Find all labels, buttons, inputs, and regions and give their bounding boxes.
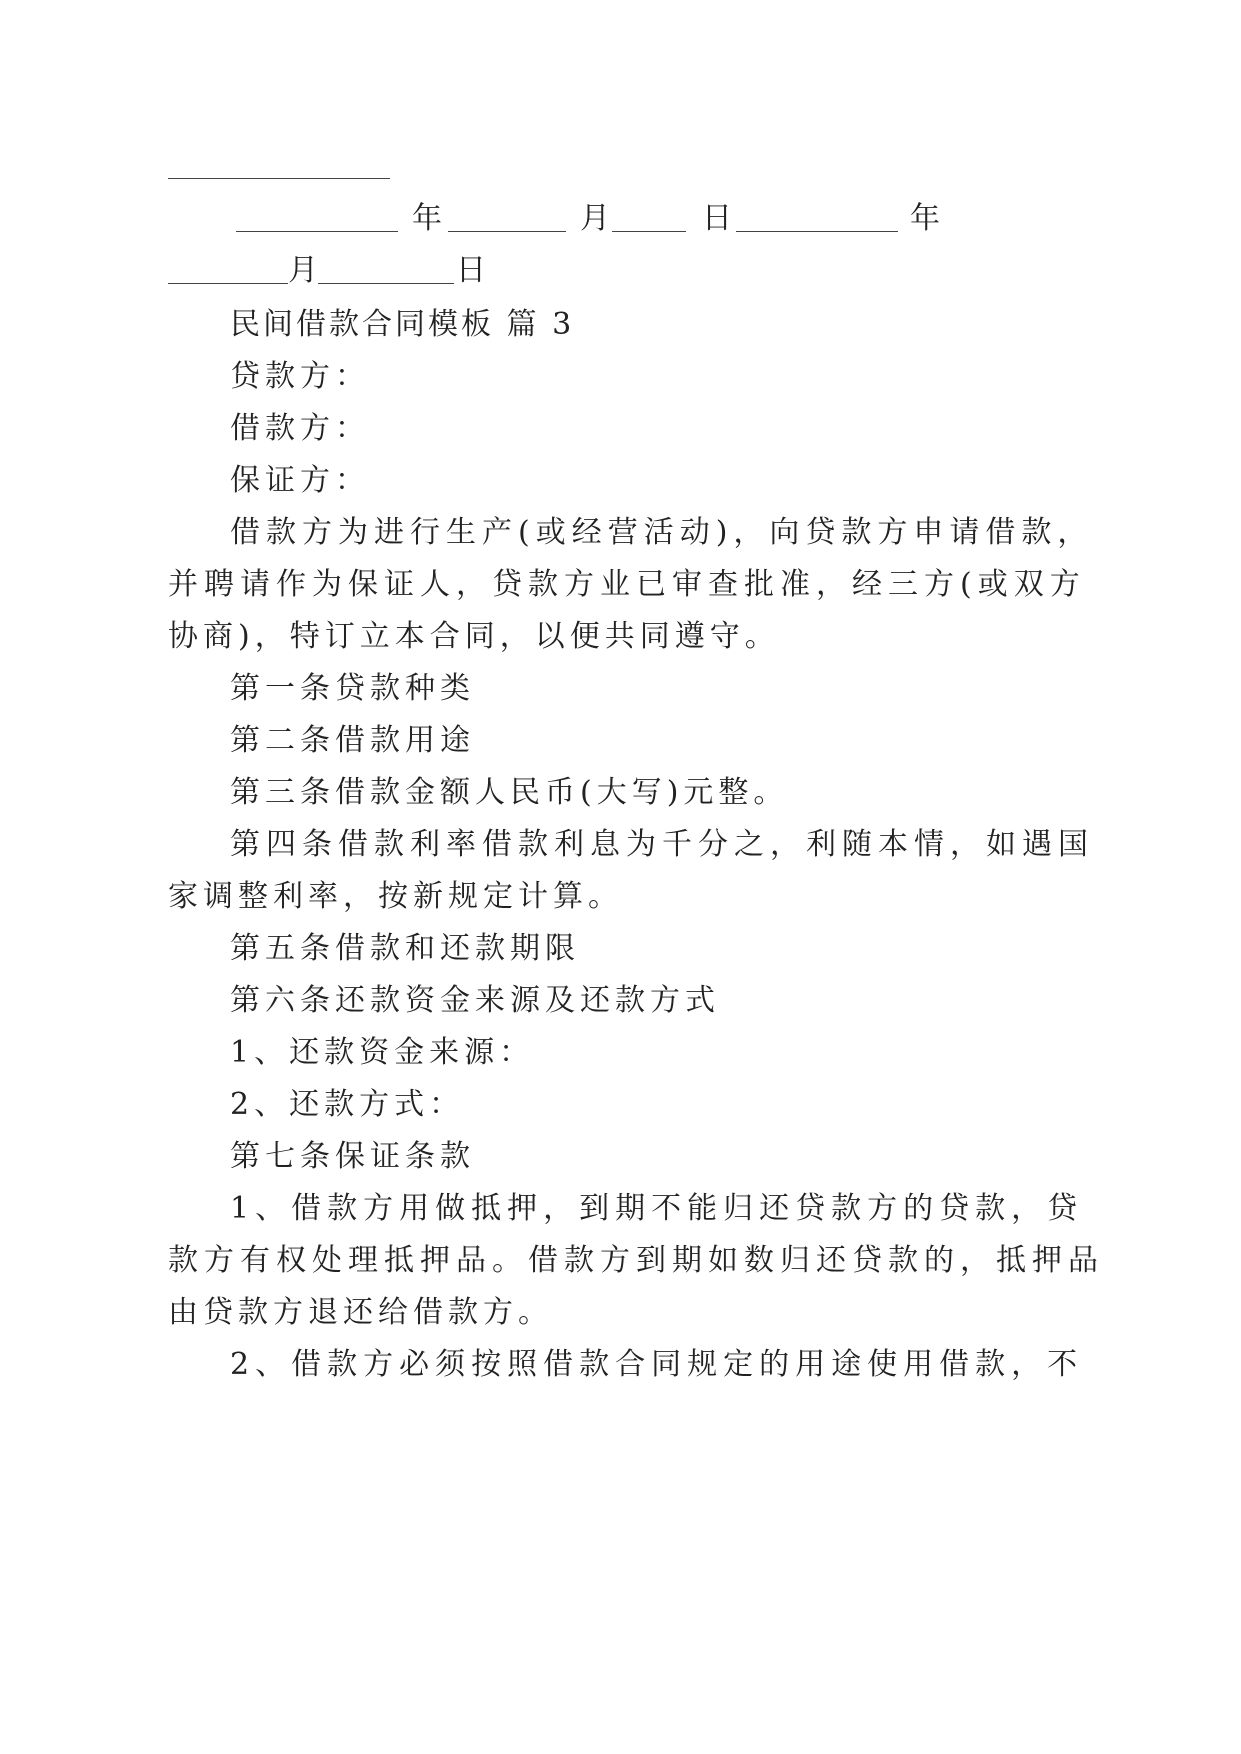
month-blank-2 bbox=[168, 283, 288, 284]
article-5: 第五条借款和还款期限 bbox=[230, 931, 580, 966]
article-7-item-1-line-2: 款方有权处理抵押品。借款方到期如数归还贷款的，抵押品 bbox=[168, 1243, 1104, 1278]
document-title: 民间借款合同模板 篇 3 bbox=[230, 307, 575, 342]
article-3: 第三条借款金额人民币(大写)元整。 bbox=[230, 775, 789, 810]
day-label-1: 日 bbox=[702, 201, 732, 236]
article-7: 第七条保证条款 bbox=[230, 1139, 475, 1174]
guarantor-label: 保证方： bbox=[230, 463, 370, 498]
intro-line-1: 借款方为进行生产(或经营活动)，向贷款方申请借款， bbox=[230, 515, 1094, 550]
year-blank-2 bbox=[736, 231, 898, 232]
month-label-1: 月 bbox=[580, 201, 610, 236]
article-7-item-1-line-3: 由贷款方退还给借款方。 bbox=[168, 1295, 553, 1330]
intro-line-2: 并聘请作为保证人，贷款方业已审查批准，经三方(或双方 bbox=[168, 567, 1086, 602]
article-2: 第二条借款用途 bbox=[230, 723, 475, 758]
article-4-line-2: 家调整利率，按新规定计算。 bbox=[168, 879, 623, 914]
month-label-2: 月 bbox=[288, 253, 318, 288]
year-label-1: 年 bbox=[412, 201, 442, 236]
article-4-line-1: 第四条借款利率借款利息为千分之，利随本情，如遇国 bbox=[230, 827, 1094, 862]
article-6-item-2: 2、还款方式： bbox=[230, 1087, 465, 1122]
intro-line-3: 协商)，特订立本合同，以便共同遵守。 bbox=[168, 619, 780, 654]
day-label-2: 日 bbox=[456, 253, 486, 288]
borrower-label: 借款方： bbox=[230, 411, 370, 446]
year-blank-1 bbox=[236, 231, 398, 232]
article-6-item-1: 1、还款资金来源： bbox=[230, 1035, 535, 1070]
day-blank-1 bbox=[612, 231, 686, 232]
article-7-item-1-line-1: 1、借款方用做抵押，到期不能归还贷款方的贷款，贷 bbox=[230, 1191, 1084, 1226]
article-6: 第六条还款资金来源及还款方式 bbox=[230, 983, 720, 1018]
lender-label: 贷款方： bbox=[230, 359, 370, 394]
signature-line bbox=[168, 178, 390, 179]
day-blank-2 bbox=[318, 283, 454, 284]
article-7-item-2-line-1: 2、借款方必须按照借款合同规定的用途使用借款，不 bbox=[230, 1347, 1084, 1382]
year-label-2: 年 bbox=[910, 201, 940, 236]
article-1: 第一条贷款种类 bbox=[230, 671, 475, 706]
month-blank-1 bbox=[448, 231, 566, 232]
